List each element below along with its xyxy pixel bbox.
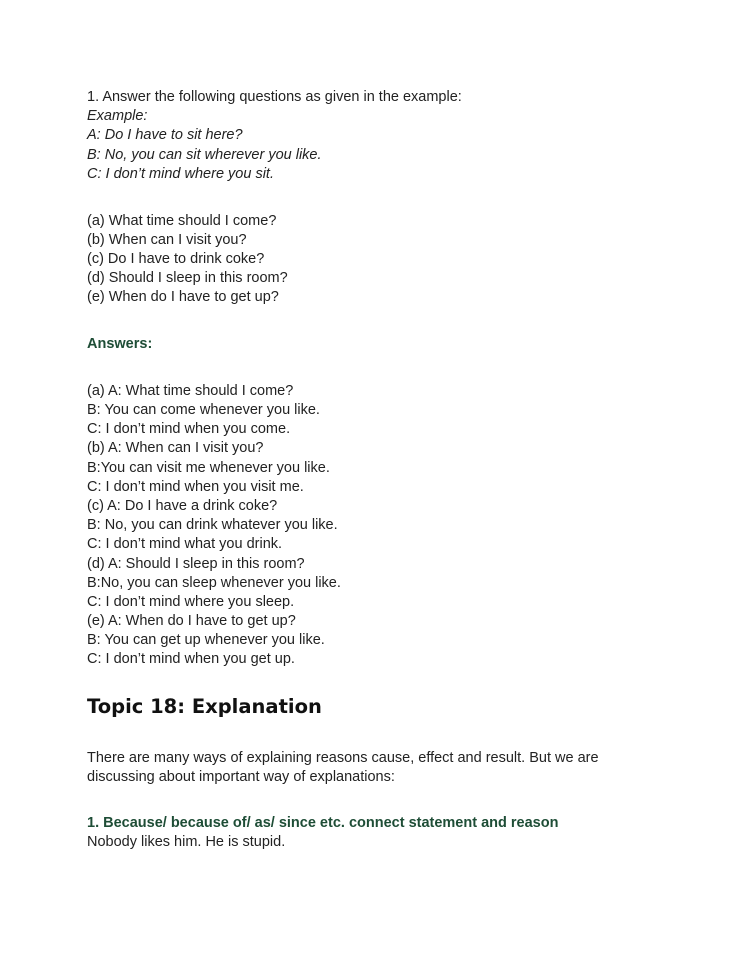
document-page xyxy=(87,88,687,852)
answer-line: (b) A: When can I visit you? xyxy=(87,440,264,457)
example-line-c: C: I don’t mind where you sit. xyxy=(87,165,274,182)
answer-line: (d) A: Should I sleep in this room? xyxy=(87,555,305,572)
answer-line: C: I don’t mind when you get up. xyxy=(87,651,295,668)
question-c: (c) Do I have to drink coke? xyxy=(87,250,265,267)
example-label: Example: xyxy=(87,108,148,125)
example-line-a: A: Do I have to sit here? xyxy=(87,127,243,144)
answers-heading: Answers: xyxy=(87,336,153,353)
answer-line: B:You can visit me whenever you like. xyxy=(87,459,330,476)
answer-line: B: You can get up whenever you like. xyxy=(87,632,325,649)
question-a: (a) What time should I come? xyxy=(87,212,277,229)
answer-line: C: I don’t mind when you visit me. xyxy=(87,478,304,495)
question-d: (d) Should I sleep in this room? xyxy=(87,270,288,287)
answer-line: (c) A: Do I have a drink coke? xyxy=(87,497,278,514)
topic-title: Topic 18: Explanation xyxy=(87,694,322,718)
answer-line: B: You can come whenever you like. xyxy=(87,402,320,419)
topic-example: Nobody likes him. He is stupid. xyxy=(87,834,286,851)
example-line-b: B: No, you can sit wherever you like. xyxy=(87,146,322,163)
answer-line: B:No, you can sleep whenever you like. xyxy=(87,574,341,591)
question-b: (b) When can I visit you? xyxy=(87,231,247,248)
answer-line: (e) A: When do I have to get up? xyxy=(87,613,296,630)
answer-line: C: I don’t mind when you come. xyxy=(87,421,291,438)
topic-subheading: 1. Because/ because of/ as/ since etc. connect statement and reason xyxy=(87,815,559,832)
answer-line: (a) A: What time should I come? xyxy=(87,382,294,399)
topic-intro: There are many ways of explaining reasons cause, effect and result. But we are discussing about important way of explanations: xyxy=(87,749,599,785)
answers-list xyxy=(87,382,687,670)
answer-line: C: I don’t mind what you drink. xyxy=(87,536,283,553)
answer-line: B: No, you can drink whatever you like. xyxy=(87,517,338,534)
question-e: (e) When do I have to get up? xyxy=(87,289,279,306)
answer-line: C: I don’t mind where you sleep. xyxy=(87,593,295,610)
exercise-instruction: 1. Answer the following questions as given in the example: xyxy=(87,89,462,105)
